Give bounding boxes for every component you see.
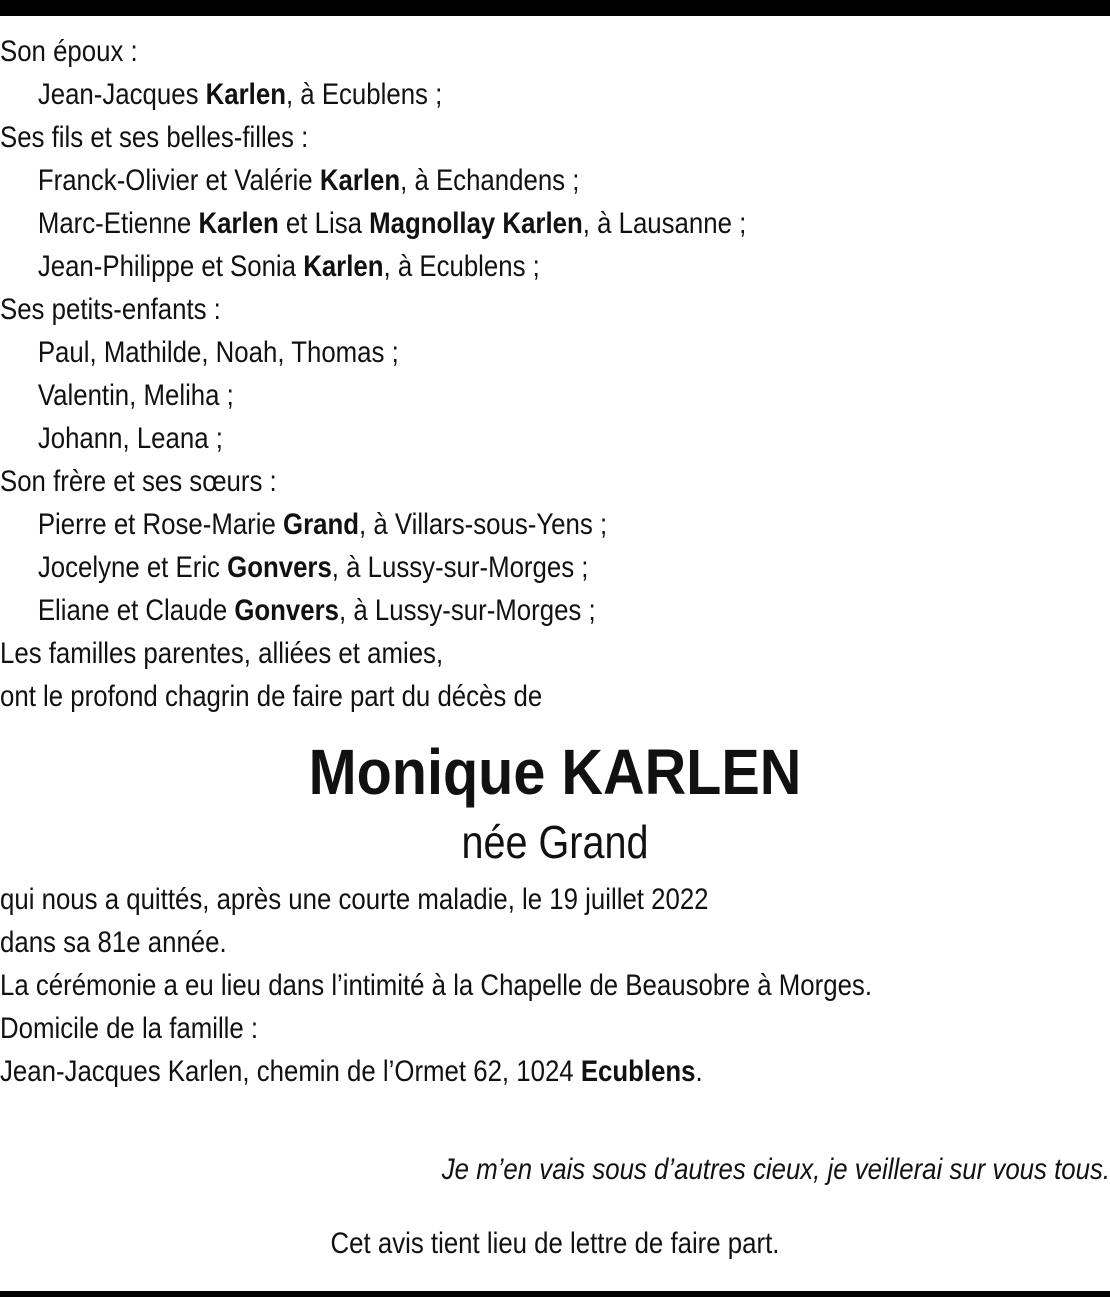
spouse-entry (0, 73, 955, 116)
child-place: , à Lausanne ; (582, 207, 747, 240)
child-names: Marc-Etienne (37, 207, 192, 240)
family-address (0, 1050, 955, 1093)
relatives-line: Les familles parentes, alliées et amies, (0, 637, 444, 670)
grandchildren-heading: Ses petits-enfants : (0, 293, 221, 326)
grandchildren-entry: Paul, Mathilde, Noah, Thomas ; (37, 336, 399, 369)
sibling-place: , à Lussy-sur-Morges ; (339, 594, 596, 627)
sibling-entry (0, 546, 955, 589)
child-entry (0, 159, 955, 202)
child-entry (0, 245, 955, 288)
spouse-heading: Son époux : (0, 35, 138, 68)
sibling-entry (0, 503, 955, 546)
sibling-surname: Gonvers (227, 551, 332, 584)
spouse-name: Jean-Jacques (37, 78, 199, 111)
child-partner-surname: Magnollay Karlen (369, 207, 583, 240)
domicile-heading: Domicile de la famille : (0, 1012, 259, 1045)
child-names: Franck-Olivier et Valérie (37, 164, 313, 197)
sibling-entry (0, 589, 955, 632)
child-surname: Karlen (303, 250, 384, 283)
closing-note: Cet avis tient lieu de lettre de faire part. (330, 1227, 780, 1260)
age-line: dans sa 81e année. (0, 926, 227, 959)
child-surname: Karlen (319, 164, 401, 197)
bottom-rule (0, 1291, 1110, 1297)
obituary-notice (0, 30, 1110, 1093)
child-surname: Karlen (198, 207, 279, 240)
address-end: . (695, 1055, 703, 1088)
sibling-place: , à Lussy-sur-Morges ; (331, 551, 589, 584)
sibling-surname: Gonvers (234, 594, 340, 627)
announcement-line: ont le profond chagrin de faire part du décès de (0, 680, 543, 713)
child-entry (0, 202, 955, 245)
spouse-surname: Karlen (205, 78, 286, 111)
grandchildren-entry: Johann, Leana ; (37, 422, 223, 455)
spouse-place: , à Ecublens ; (285, 78, 443, 111)
child-names: Jean-Philippe et Sonia (37, 250, 297, 283)
child-partner: et Lisa (285, 207, 362, 240)
sibling-place: , à Villars-sous-Yens ; (359, 508, 608, 541)
sibling-names: Pierre et Rose-Marie (37, 508, 276, 541)
child-place: , à Ecublens ; (383, 250, 540, 283)
siblings-heading: Son frère et ses sœurs : (0, 465, 277, 498)
top-rule (0, 0, 1110, 16)
sibling-names: Jocelyne et Eric (37, 551, 220, 584)
sibling-names: Eliane et Claude (37, 594, 228, 627)
birth-name: née Grand (461, 816, 649, 868)
address-city: Ecublens (580, 1055, 696, 1088)
sibling-surname: Grand (283, 508, 360, 541)
children-heading: Ses fils et ses belles-filles : (0, 121, 309, 154)
child-place: , à Echandens ; (400, 164, 580, 197)
death-details: qui nous a quittés, après une courte maladie, le 19 juillet 2022 (0, 883, 709, 916)
deceased-name: Monique KARLEN (308, 736, 802, 808)
closing-verse: Je m’en vais sous d’autres cieux, je veillerai sur vous tous. (441, 1153, 1110, 1186)
address-text: Jean-Jacques Karlen, chemin de l’Ormet 62, 1024 (0, 1055, 574, 1088)
grandchildren-entry: Valentin, Meliha ; (37, 379, 234, 412)
ceremony-line: La cérémonie a eu lieu dans l’intimité à la Chapelle de Beausobre à Morges. (0, 969, 872, 1002)
